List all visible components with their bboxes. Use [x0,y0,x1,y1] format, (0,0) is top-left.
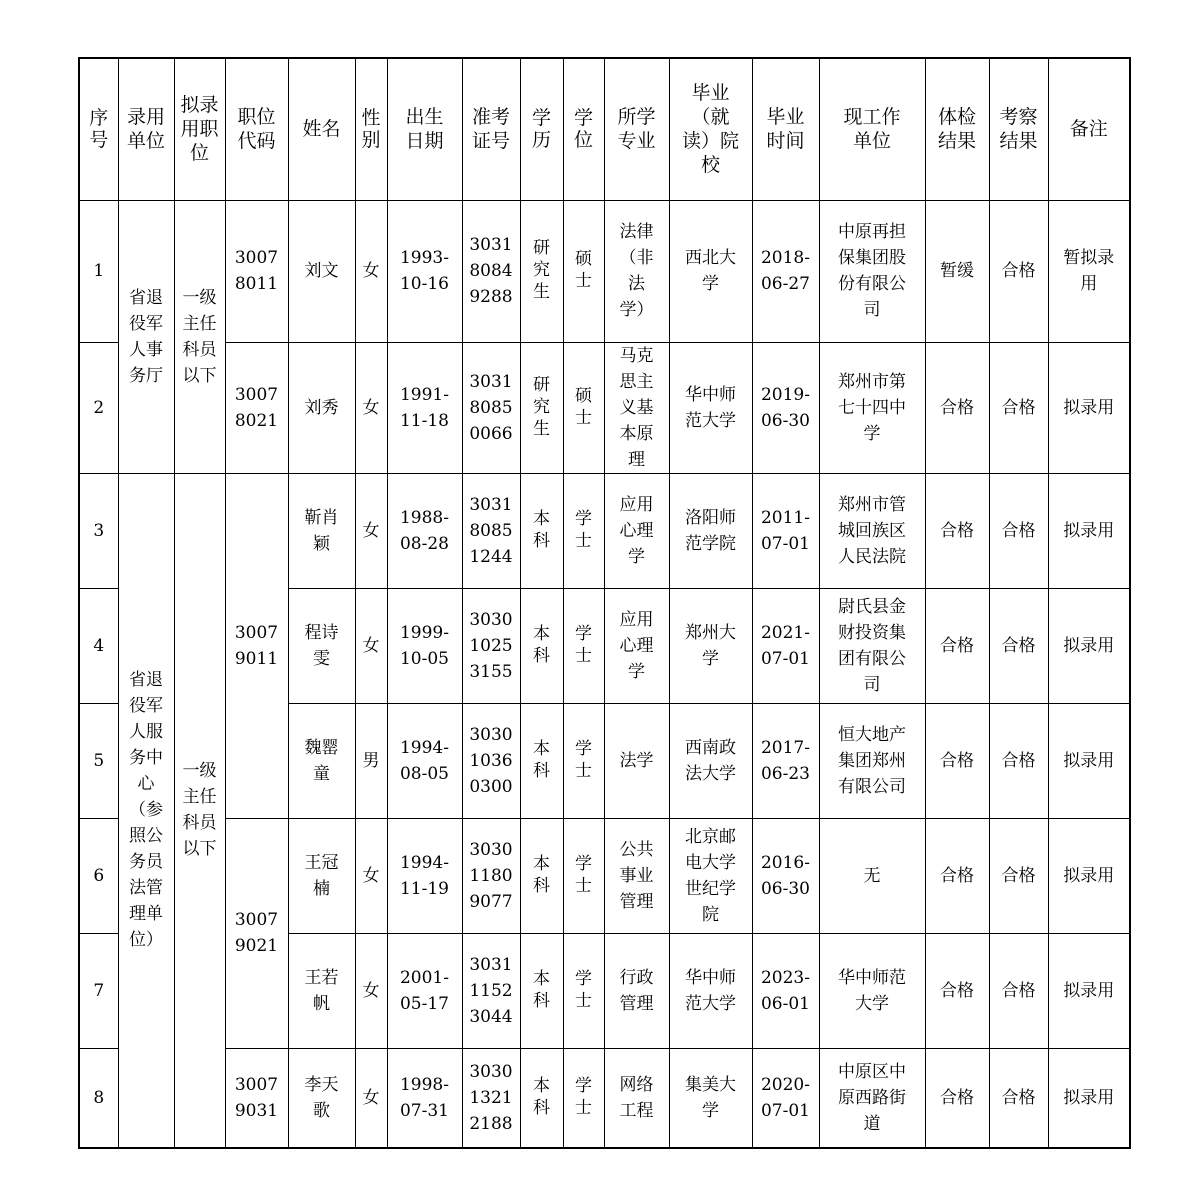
cell-ticket: 303180850066 [462,342,520,473]
cell-school: 华中师范大学 [669,342,752,473]
cell-physical: 合格 [925,588,989,703]
cell-school: 北京邮电大学世纪学院 [669,818,752,933]
cell-remark: 拟录用 [1048,703,1130,818]
cell-grad-time: 2019-06-30 [752,342,819,473]
cell-workplace: 中原再担保集团股份有限公司 [819,200,925,342]
cell-inspect: 合格 [989,588,1048,703]
cell-code: 30079031 [225,1048,288,1148]
cell-degree: 学士 [563,1048,604,1148]
cell-ticket: 303180849288 [462,200,520,342]
admission-table [78,57,1131,1149]
cell-workplace: 中原区中原西路街道 [819,1048,925,1148]
cell-school: 西南政法大学 [669,703,752,818]
cell-name: 靳肖颖 [288,473,355,588]
cell-degree: 学士 [563,818,604,933]
cell-gender: 女 [355,342,387,473]
cell-birth: 1994-11-19 [387,818,462,933]
cell-seq: 4 [79,588,118,703]
cell-physical: 合格 [925,703,989,818]
cell-grad-time: 2023-06-01 [752,933,819,1048]
cell-position-b: 一级主任科员以下 [174,473,225,1148]
header-degree: 学位 [563,58,604,200]
cell-physical: 合格 [925,933,989,1048]
header-seq: 序号 [79,58,118,200]
cell-workplace: 华中师范大学 [819,933,925,1048]
cell-education: 本科 [520,818,563,933]
cell-seq: 7 [79,933,118,1048]
cell-grad-time: 2018-06-27 [752,200,819,342]
cell-education: 研究生 [520,342,563,473]
cell-workplace: 尉氏县金财投资集团有限公司 [819,588,925,703]
header-physical: 体检结果 [925,58,989,200]
cell-code: 30078021 [225,342,288,473]
cell-degree: 学士 [563,588,604,703]
cell-remark: 暂拟录用 [1048,200,1130,342]
header-gender: 性别 [355,58,387,200]
cell-remark: 拟录用 [1048,1048,1130,1148]
cell-ticket: 303111523044 [462,933,520,1048]
cell-workplace: 郑州市管城回族区人民法院 [819,473,925,588]
cell-inspect: 合格 [989,473,1048,588]
cell-grad-time: 2021-07-01 [752,588,819,703]
header-code: 职位代码 [225,58,288,200]
cell-name: 李天歌 [288,1048,355,1148]
cell-birth: 1993-10-16 [387,200,462,342]
cell-ticket: 303010360300 [462,703,520,818]
cell-seq: 6 [79,818,118,933]
cell-degree: 学士 [563,473,604,588]
cell-education: 研究生 [520,200,563,342]
cell-unit-a: 省退役军人事务厅 [118,200,174,473]
cell-education: 本科 [520,703,563,818]
cell-remark: 拟录用 [1048,473,1130,588]
table-row [79,200,1130,342]
cell-code: 30078011 [225,200,288,342]
cell-education: 本科 [520,588,563,703]
cell-birth: 1994-08-05 [387,703,462,818]
cell-major: 应用心理学 [604,588,669,703]
header-workplace: 现工作单位 [819,58,925,200]
cell-unit-b: 省退役军人服务中心（参照公务员法管理单位） [118,473,174,1148]
cell-inspect: 合格 [989,933,1048,1048]
cell-birth: 1988-08-28 [387,473,462,588]
cell-physical: 合格 [925,342,989,473]
cell-inspect: 合格 [989,818,1048,933]
cell-physical: 暂缓 [925,200,989,342]
header-row [79,58,1130,200]
cell-name: 刘文 [288,200,355,342]
cell-name: 王冠楠 [288,818,355,933]
cell-name: 魏罂童 [288,703,355,818]
header-major: 所学专业 [604,58,669,200]
cell-gender: 女 [355,818,387,933]
cell-gender: 女 [355,933,387,1048]
cell-workplace: 恒大地产集团郑州有限公司 [819,703,925,818]
cell-name: 刘秀 [288,342,355,473]
cell-birth: 2001-05-17 [387,933,462,1048]
cell-ticket: 303010253155 [462,588,520,703]
header-remark: 备注 [1048,58,1130,200]
cell-seq: 1 [79,200,118,342]
cell-grad-time: 2011-07-01 [752,473,819,588]
cell-birth: 1991-11-18 [387,342,462,473]
table-row [79,1048,1130,1148]
header-birth: 出生日期 [387,58,462,200]
cell-school: 华中师范大学 [669,933,752,1048]
cell-major: 应用心理学 [604,473,669,588]
cell-major: 马克思主义基本原理 [604,342,669,473]
cell-position-a: 一级主任科员以下 [174,200,225,473]
cell-grad-time: 2020-07-01 [752,1048,819,1148]
cell-degree: 硕士 [563,342,604,473]
cell-grad-time: 2017-06-23 [752,703,819,818]
cell-remark: 拟录用 [1048,818,1130,933]
header-education: 学历 [520,58,563,200]
cell-workplace: 无 [819,818,925,933]
header-school: 毕业（就读）院校 [669,58,752,200]
cell-seq: 5 [79,703,118,818]
cell-physical: 合格 [925,818,989,933]
cell-major: 公共事业管理 [604,818,669,933]
cell-inspect: 合格 [989,342,1048,473]
cell-name: 程诗雯 [288,588,355,703]
cell-inspect: 合格 [989,200,1048,342]
cell-degree: 学士 [563,933,604,1048]
cell-seq: 8 [79,1048,118,1148]
cell-major: 网络工程 [604,1048,669,1148]
cell-major: 行政管理 [604,933,669,1048]
cell-code: 30079021 [225,818,288,1048]
table-row [79,473,1130,588]
cell-remark: 拟录用 [1048,933,1130,1048]
cell-school: 集美大学 [669,1048,752,1148]
cell-grad-time: 2016-06-30 [752,818,819,933]
cell-school: 郑州大学 [669,588,752,703]
cell-name: 王若帆 [288,933,355,1048]
cell-inspect: 合格 [989,703,1048,818]
cell-gender: 女 [355,473,387,588]
cell-gender: 女 [355,1048,387,1148]
cell-gender: 女 [355,588,387,703]
cell-gender: 男 [355,703,387,818]
cell-inspect: 合格 [989,1048,1048,1148]
header-grad-time: 毕业时间 [752,58,819,200]
header-ticket: 准考证号 [462,58,520,200]
cell-ticket: 303013212188 [462,1048,520,1148]
cell-degree: 硕士 [563,200,604,342]
cell-code: 30079011 [225,473,288,818]
cell-school: 洛阳师范学院 [669,473,752,588]
cell-degree: 学士 [563,703,604,818]
cell-major: 法学 [604,703,669,818]
cell-physical: 合格 [925,473,989,588]
cell-physical: 合格 [925,1048,989,1148]
header-inspect: 考察结果 [989,58,1048,200]
table-row [79,342,1130,473]
cell-school: 西北大学 [669,200,752,342]
header-unit: 录用单位 [118,58,174,200]
cell-remark: 拟录用 [1048,342,1130,473]
cell-education: 本科 [520,473,563,588]
cell-workplace: 郑州市第七十四中学 [819,342,925,473]
cell-birth: 1998-07-31 [387,1048,462,1148]
table-row [79,818,1130,933]
header-position: 拟录用职位 [174,58,225,200]
cell-ticket: 303011809077 [462,818,520,933]
cell-education: 本科 [520,933,563,1048]
header-name: 姓名 [288,58,355,200]
cell-remark: 拟录用 [1048,588,1130,703]
cell-seq: 3 [79,473,118,588]
cell-gender: 女 [355,200,387,342]
cell-seq: 2 [79,342,118,473]
cell-ticket: 303180851244 [462,473,520,588]
cell-birth: 1999-10-05 [387,588,462,703]
cell-major: 法律（非法学） [604,200,669,342]
cell-education: 本科 [520,1048,563,1148]
